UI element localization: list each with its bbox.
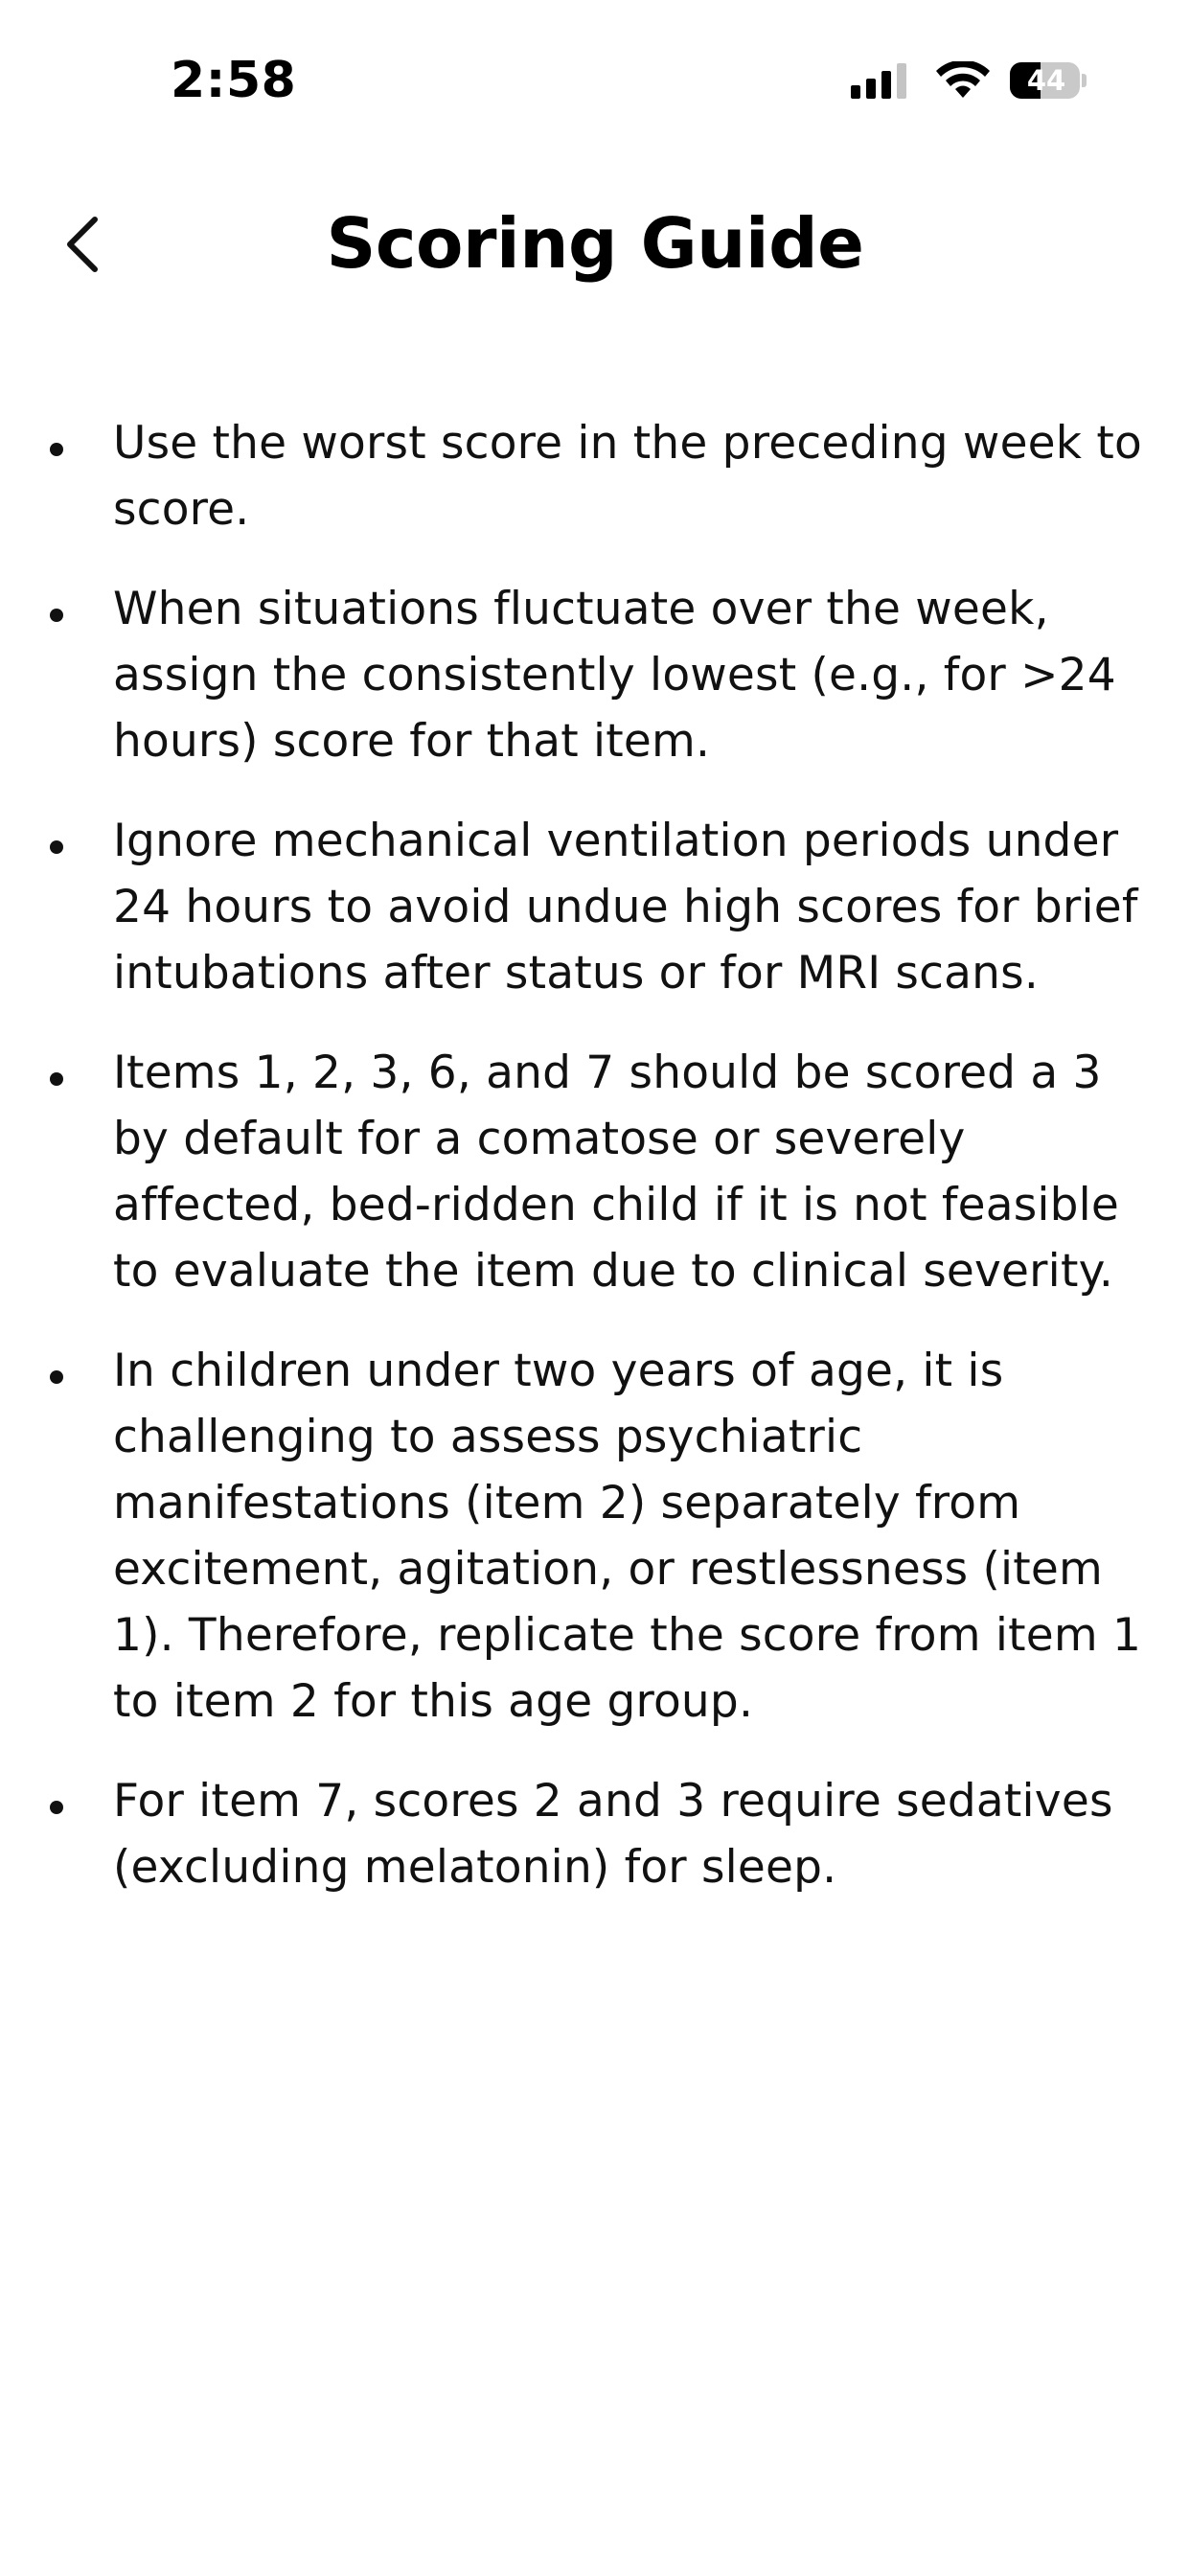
bullet-icon	[50, 1370, 63, 1384]
battery-cap	[1082, 74, 1087, 87]
scoring-guide-list	[0, 410, 1190, 1934]
battery-level: 44	[1026, 64, 1066, 97]
guide-item	[0, 808, 1190, 1006]
bullet-icon	[50, 840, 63, 854]
bullet-icon	[50, 1072, 63, 1086]
guide-item	[0, 576, 1190, 774]
header	[0, 182, 1190, 307]
guide-item	[0, 1040, 1190, 1304]
guide-item	[0, 410, 1190, 542]
guide-item-text: For item 7, scores 2 and 3 require sedatives (excluding melatonin) for sleep.	[113, 1775, 1113, 1894]
signal-bar	[897, 63, 906, 99]
signal-bar	[851, 85, 860, 99]
signal-bar	[866, 79, 876, 99]
status-bar	[0, 0, 1190, 144]
page-title: Scoring Guide	[326, 203, 864, 284]
guide-item-text: Use the worst score in the preceding week to score.	[113, 417, 1142, 536]
wifi-icon	[935, 61, 991, 100]
bullet-icon	[50, 443, 63, 456]
signal-bar	[881, 71, 891, 99]
guide-item-text: In children under two years of age, it is challenging to assess psychiatric manifestations (item 2) separately from excitement, agitation, or restlessness (item 1). Therefore, replicate the score from item 1 to item 2 for this age group.	[113, 1345, 1142, 1728]
bullet-icon	[50, 609, 63, 622]
guide-item	[0, 1768, 1190, 1900]
status-time: 2:58	[171, 52, 297, 109]
guide-item-text: Items 1, 2, 3, 6, and 7 should be scored a 3 by default for a comatose or severely affected, bed-ridden child if it is not feasible to evaluate the item due to clinical severity.	[113, 1046, 1120, 1298]
guide-item	[0, 1338, 1190, 1735]
battery-body	[1010, 62, 1080, 99]
cellular-signal-icon	[851, 62, 912, 99]
guide-item-text: Ignore mechanical ventilation periods under 24 hours to avoid undue high scores for brief intubations after status or for MRI scans.	[113, 815, 1138, 1000]
status-icons	[851, 59, 1087, 102]
bullet-icon	[50, 1801, 63, 1814]
guide-item-text: When situations fluctuate over the week, assign the consistently lowest (e.g., for >24 hours) score for that item.	[113, 583, 1116, 768]
battery-icon	[1010, 61, 1087, 100]
